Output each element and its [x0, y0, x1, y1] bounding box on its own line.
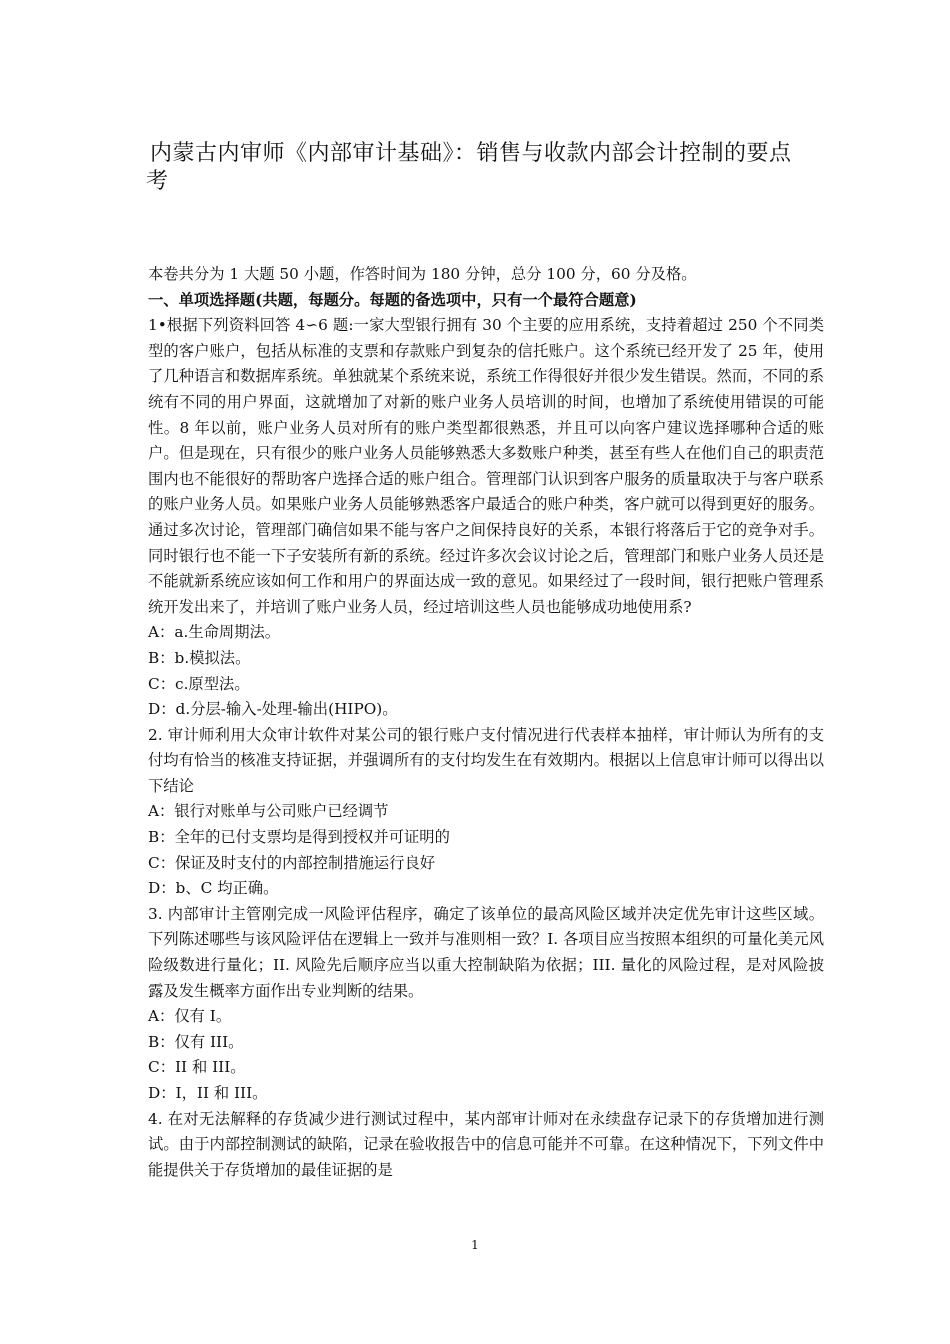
- option-d: D：I，II 和 III。: [148, 1084, 268, 1102]
- question-stem: 2. 审计师利用大众审计软件对某公司的银行账户支付情况进行代表样本抽样，审计师认为所有的支付均有恰当的核准支持证据，并强调所有的支付均发生在有效期内。根据以上信息审计师可以得出以下结论: [148, 725, 824, 795]
- option-d: D：b、C 均正确。: [148, 879, 279, 898]
- document-body: [148, 262, 824, 1183]
- option-c: C：保证及时支付的内部控制措施运行良好: [148, 853, 436, 872]
- document-title: [146, 140, 826, 196]
- option-d: D：d.分层-输入-处理-输出(HIPO)。: [148, 700, 398, 719]
- page-number: 1: [471, 1238, 479, 1252]
- option-b: B：仅有 III。: [148, 1032, 244, 1051]
- option-c: C：II 和 III。: [148, 1058, 246, 1077]
- option-b: B：全年的已付支票均是得到授权并可证明的: [148, 828, 450, 847]
- question-stem: 3. 内部审计主管刚完成一风险评估程序，确定了该单位的最高风险区域并决定优先审计这些区域。下列陈述哪些与该风险评估在逻辑上一致并与准则相一致？I. 各项目应当按照本组织的可量化美元风险级数进行量化；II. 风险先后顺序应当以重大控制缺陷为依据；III. 量化的风险过程，是对风险披露及发生概率方面作出专业判断的结果。: [148, 904, 824, 1000]
- question-stem: 4. 在对无法解释的存货减少进行测试过程中，某内部审计师对在永续盘存记录下的存货增加进行测试。由于内部控制测试的缺陷，记录在验收报告中的信息可能并不可靠。在这种情况下，下列文件中能提供关于存货增加的最佳证据的是: [148, 1109, 824, 1179]
- exam-intro: 本卷共分为 1 大题 50 小题，作答时间为 180 分钟，总分 100 分，60 分及格。: [148, 265, 697, 283]
- option-c: C：c.原型法。: [148, 674, 250, 693]
- title-line-2: 考: [146, 169, 169, 194]
- option-a: A：仅有 I。: [148, 1007, 232, 1026]
- title-line-1: 内蒙古内审师《内部审计基础》：销售与收款内部会计控制的要点: [150, 141, 792, 166]
- option-b: B：b.模拟法。: [148, 648, 251, 667]
- section-heading: 一、单项选择题(共题，每题分。每题的备选项中，只有一个最符合题意): [148, 290, 637, 309]
- option-a: A：银行对账单与公司账户已经调节: [148, 802, 389, 821]
- option-a: A：a.生命周期法。: [148, 623, 281, 642]
- question-stem: 1•根据下列资料回答 4∽6 题:一家大型银行拥有 30 个主要的应用系统，支持着超过 250 个不同类型的客户账户，包括从标准的支票和存款账户到复杂的信托账户。这个系统已经开发了 25 年，使用了几种语言和数据库系统。单独就某个系统来说，系统工作得很好并很少发生错误。然而，不同的系统有不同的用户界面，这就增加了对新的账户业务人员培训的时间，也增加了系统使用错误的可能性。8 年以前，账户业务人员对所有的账户类型都很熟悉，并且可以向客户建议选择哪种合适的账户。但是现在，只有很少的账户业务人员能够熟悉大多数账户种类，甚至有些人在他们自己的职责范围内也不能很好的帮助客户选择合适的账户组合。管理部门认识到客户服务的质量取决于与客户联系的账户业务人员。如果账户业务人员能够熟悉客户最适合的账户种类，客户就可以得到更好的服务。通过多次讨论，管理部门确信如果不能与客户之间保持良好的关系，本银行将落后于它的竞争对手。同时银行也不能一下子安装所有新的系统。经过许多次会议讨论之后，管理部门和账户业务人员还是不能就新系统应该如何工作和用户的界面达成一致的意见。如果经过了一段时间，银行把账户管理系统开发出来了，并培训了账户业务人员，经过培训这些人员也能够成功地使用系?: [148, 316, 824, 616]
